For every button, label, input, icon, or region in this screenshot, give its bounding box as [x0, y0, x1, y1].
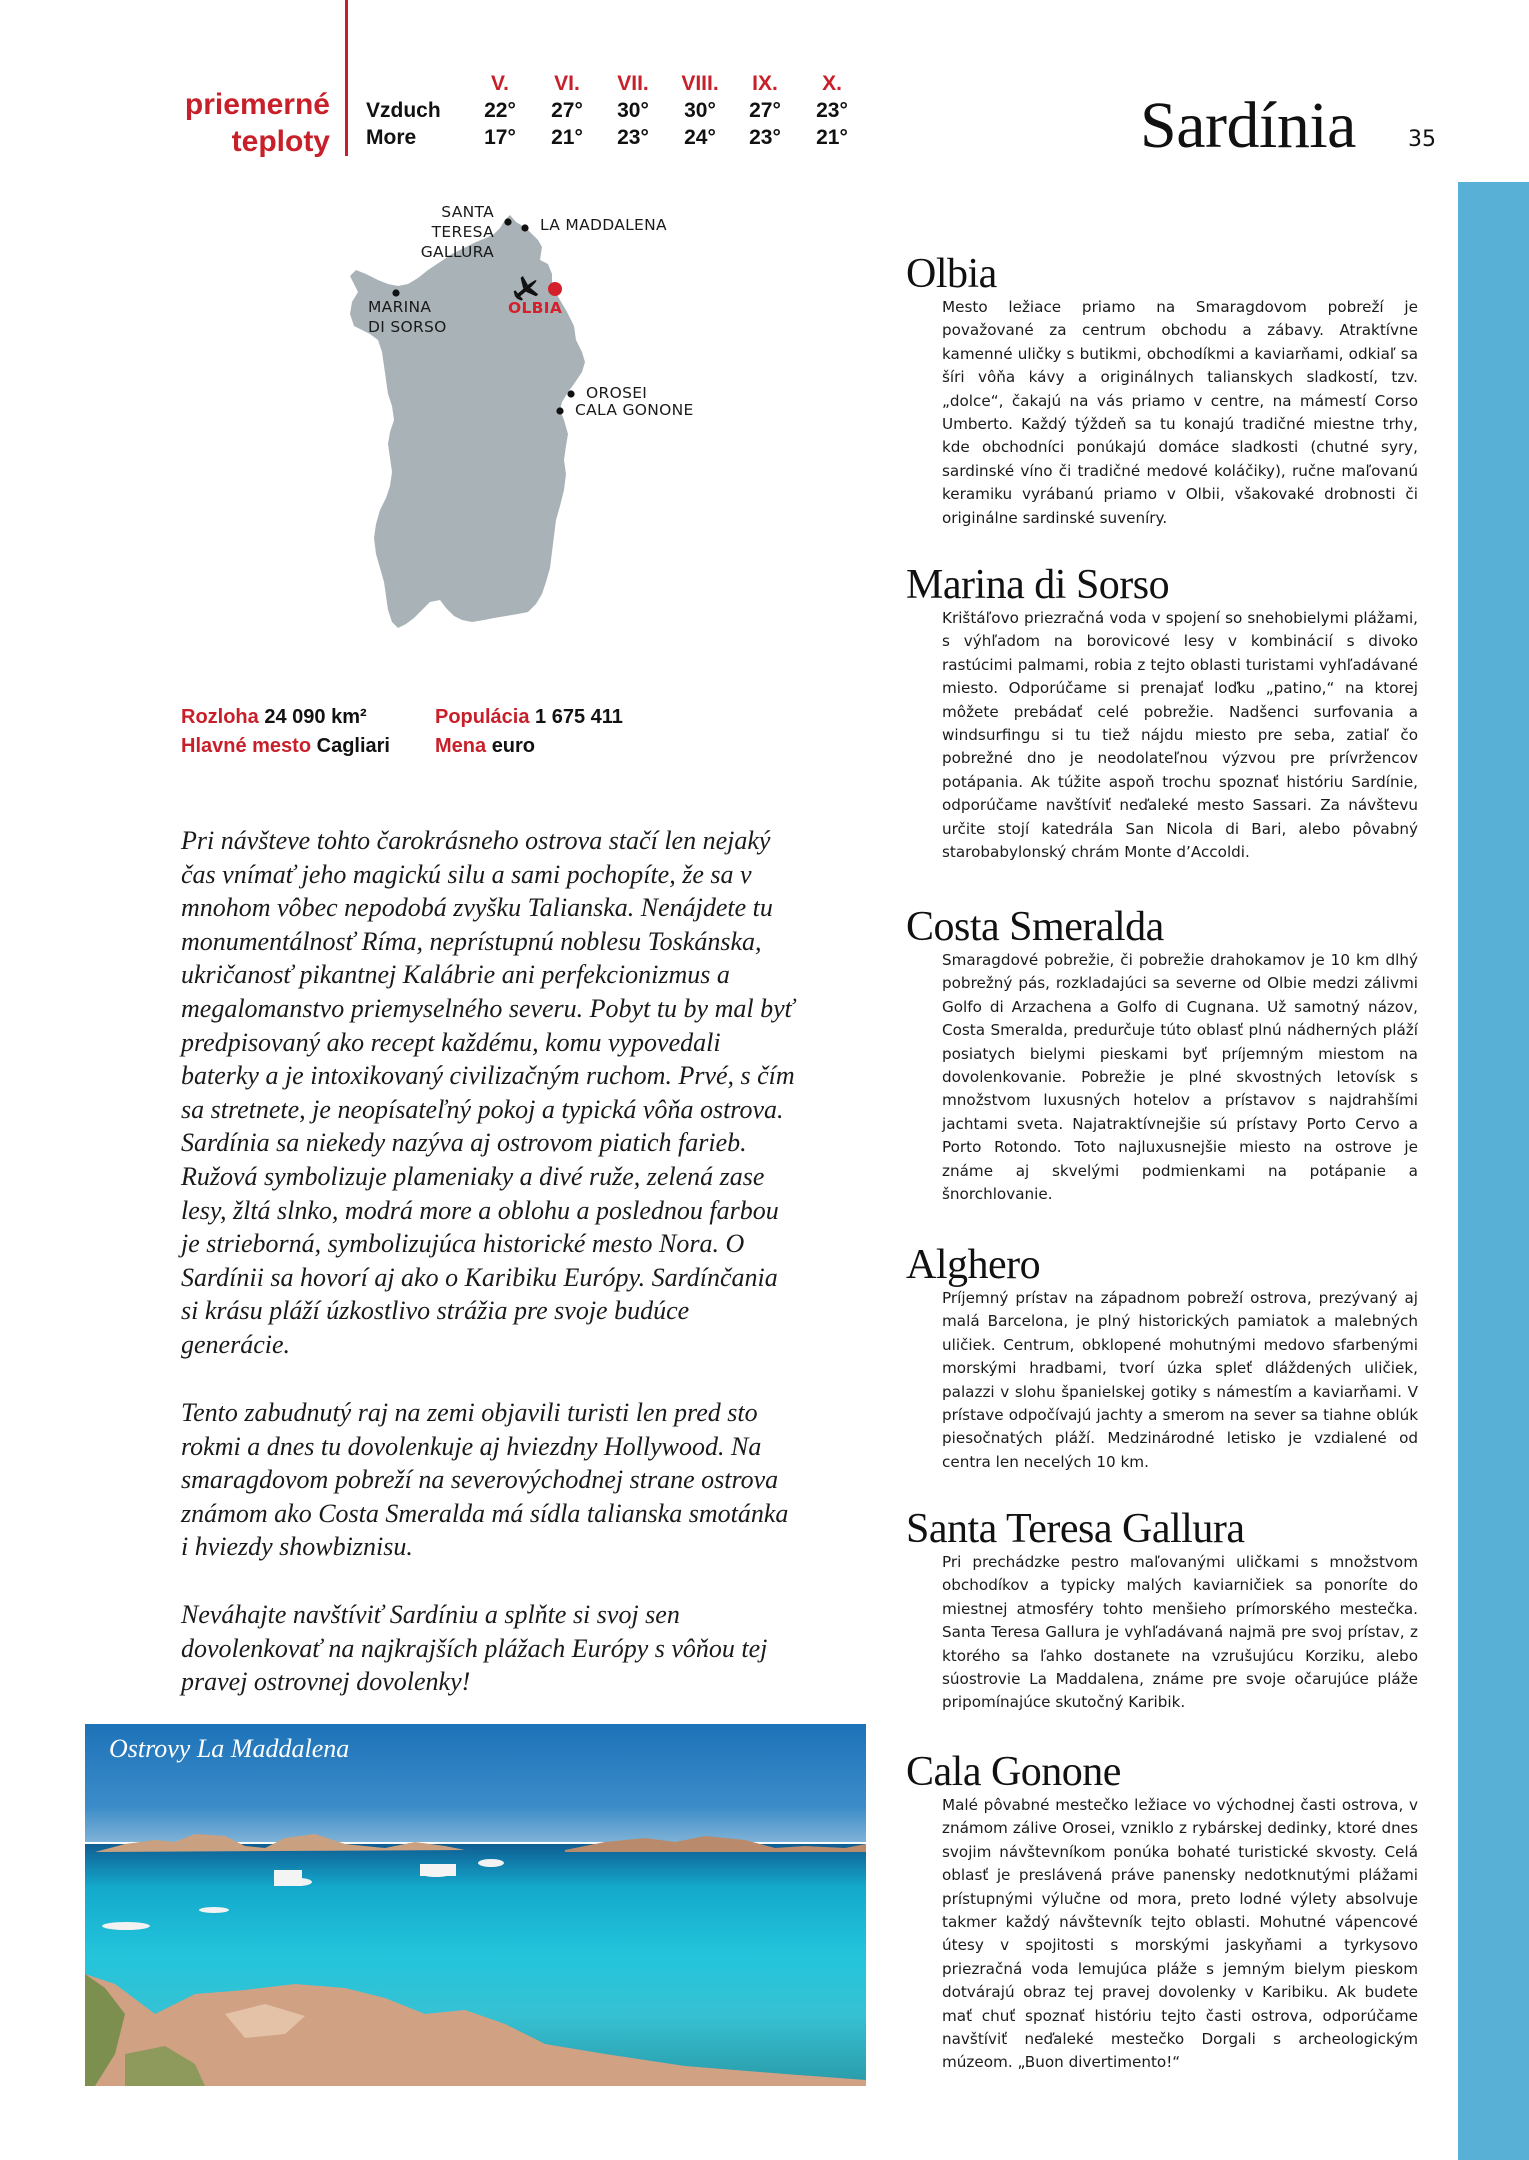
row-label: Vzduch: [366, 99, 441, 122]
temperatures-title-line1: priemerné: [184, 88, 330, 121]
temperature-value: 27°: [749, 99, 781, 122]
map-dot-icon: [504, 218, 511, 225]
photo-caption: Ostrovy La Maddalena: [109, 1734, 350, 1763]
section-text: Malé pôvabné mestečko ležiace vo východnej časti ostrova, v známom zálive Orosei, vzniklo z rybárskej dedinky, ktoré dnes svojim návštevníkom ponúka bohaté turistické skvosty. Celá oblasť je preslávená práve panensky nedotknutými plážami prístupnými výlučne od mora, preto lodné výlety absolvuje takmer každý návštevník tejto oblasti. Mohutné vápencové útesy v spojitosti s morskými jaskyňami a tyrkysovo priezračná voda lemujúca pláže s jemným bielym pieskom dotvárajú obraz tej pravej dovolenky v Karibiku. Ak budete mať chuť spoznať históriu tejto časti ostrova, odporúčame navštíviť neďaleké mestečko Dorgali s archeologickým múzeom. „Buon divertimento!“: [942, 1796, 1418, 2072]
map-label-marina-di-sorso: MARINA DI SORSO: [368, 298, 447, 336]
section-alghero: [906, 1243, 1418, 1474]
section-text: Pri prechádzke pestro maľovanými uličkami s množstvom obchodíkov a typicky malých kaviarničiek sa ponoríte do miestnej atmosféry tohto menšieho prímorského mestečka. Santa Teresa Gallura je vyhľadávaná najmä pre svoj prístav, z ktorého sa ľahko dostanete na vzrušujúcu Korziku, alebo súostrovie La Maddalena, známe pre svoje očarujúce pláže pripomínajúce skutočný Karibik.: [942, 1553, 1418, 1712]
month-header: VII.: [617, 72, 649, 95]
map-dot-icon: [556, 407, 563, 414]
section-title: Cala Gonone: [906, 1749, 1121, 1795]
map-label-santa-teresa: SANTA TERESA GALLURA: [420, 203, 494, 261]
map-dot-icon: [392, 289, 399, 296]
map-dot-icon: [567, 390, 574, 397]
section-cala-gonone: [906, 1750, 1418, 2075]
temperature-value: 21°: [551, 126, 583, 149]
map-label-cala-gonone: CALA GONONE: [575, 401, 694, 419]
fact-currency: Mena euro: [435, 735, 536, 757]
section-title: Costa Smeralda: [906, 904, 1164, 950]
sardinia-map: [330, 190, 730, 670]
section-title: Alghero: [906, 1242, 1041, 1288]
month-header: V.: [491, 72, 509, 95]
temperature-value: 27°: [551, 99, 583, 122]
month-header: VIII.: [681, 72, 719, 95]
fact-capital: Hlavné mesto Cagliari: [181, 735, 390, 757]
temperature-value: 23°: [617, 126, 649, 149]
fact-population: Populácia 1 675 411: [435, 706, 623, 728]
temperatures-title-line2: teploty: [231, 125, 330, 158]
month-header: X.: [822, 72, 842, 95]
boats-icon: [85, 1724, 866, 2086]
map-label-olbia: OLBIA: [508, 299, 563, 317]
map-label-orosei: OROSEI: [586, 384, 648, 402]
section-text: Mesto ležiace priamo na Smaragdovom pobreží je považované za centrum obchodu a zábavy. Atraktívne kamenné uličky s butikmi, obchodíkmi a kaviarňami, odkiaľ sa šíri vôňa kávy a originálnych talianskych sladkostí, tzv. „dolce“, čakajú na vás priamo v centre, na mámestí Corso Umberto. Každý týždeň sa tu konajú tradičné miestne trhy, kde obchodníci ponúkajú domáce sladkosti (chutné syry, sardinské víno či tradičné medové koláčiky), ručne maľovanú keramiku vyrábanú priamo v Olbii, všakovaké drobnosti či originálne sardinské suveníry.: [942, 298, 1418, 527]
temperature-value: 30°: [684, 99, 716, 122]
island-shape-icon: [330, 190, 730, 670]
temperature-value: 24°: [684, 126, 716, 149]
month-header: VI.: [554, 72, 580, 95]
section-title: Olbia: [906, 251, 997, 297]
side-color-bar: [1458, 182, 1529, 2160]
city-dot-icon: [548, 282, 562, 296]
map-dot-icon: [521, 224, 528, 231]
section-title: Santa Teresa Gallura: [906, 1506, 1245, 1552]
temperatures-title: [120, 86, 330, 160]
intro-paragraph-1: Pri návšteve tohto čarokrásneho ostrova stačí len nejaký čas vnímať jeho magickú silu a sami pochopíte, že sa v mnohom vôbec nepodobá zvyšku Talianska. Nenájdete tu monumentálnosť Ríma, neprístupnú noblesu Toskánska, ukričanosť pikantnej Kalábrie ani perfekcionizmus a megalomanstvo priemyselného severu. Pobyt tu by mal byť predpisovaný ako recept každému, komu vypovedali baterky a je intoxikovaný civilizačným ruchom. Prvé, s čím sa stretnete, je neopísateľný pokoj a typická vôňa ostrova. Sardínia sa niekedy nazýva aj ostrovom piatich farieb. Ružová symbolizuje plameniaky a divé ruže, zelená zase lesy, žltá slnko, modrá more a oblohu a poslednou farbou je strieborná, symbolizujúca historické mesto Nora. O Sardínii sa hovorí aj ako o Karibiku Európy. Sardínčania si krásu pláží úzkostlivo strážia pre svoje budúce generácie.: [181, 826, 795, 1359]
section-santa-teresa-gallura: [906, 1507, 1418, 1715]
page-title: Sardínia: [1140, 89, 1356, 162]
temperature-value: 17°: [484, 126, 516, 149]
month-header: IX.: [752, 72, 778, 95]
section-text: Smaragdové pobrežie, či pobrežie drahokamov je 10 km dlhý pobrežný pás, rozkladajúci sa severne od Olbie medzi zálivmi Golfo di Arzachena a Golfo di Cugnana. Už samotný názov, Costa Smeralda, predurčuje túto oblasť plnú nádherných pláží posiatych bielymi pieskami byť príjemným miestom na dovolenkovanie. Pobrežie je plné skvostných letovísk s množstvom luxusných hotelov a prístavov s najdrahšími jachtami sveta. Najatraktívnejšie sú prístavy Porto Cervo a Porto Rotondo. Toto najluxusnejšie miesto na ostrove je známe aj skvelými podmienkami na potápanie a šnorchlovanie.: [942, 951, 1418, 1204]
map-label-la-maddalena: LA MADDALENA: [540, 216, 667, 234]
temperature-value: 21°: [816, 126, 848, 149]
temperature-value: 30°: [617, 99, 649, 122]
section-costa-smeralda: [906, 905, 1418, 1206]
section-marina-di-sorso: [906, 563, 1418, 864]
temperature-value: 23°: [749, 126, 781, 149]
section-text: Krištáľovo priezračná voda v spojení so snehobielymi plážami, s výhľadom na borovicové lesy v kombinácií s divoko rastúcimi palmami, robia z tejto oblasti turistami vyhľadávané miesto. Odporúčame si prenajať loďku „patino,“ na ktorej môžete prebádať celé pobrežie. Nadšenci surfovania a windsurfingu si tu tiež nájdu miesto pre seba, zatiaľ čo pobrežné dno je neodolateľnou výzvou pre prívržencov potápania. Ak túžite aspoň trochu spoznať históriu Sardínie, odporúčame navštíviť neďaleké mesto Sassari. Za návštevu určite stojí katedrála San Nicola di Bari, alebo pôvabný starobabylonský chrám Monte d’Accoldi.: [942, 609, 1418, 862]
divider-line: [345, 0, 348, 156]
intro-paragraph-3: Neváhajte navštíviť Sardíniu a splňte si svoj sen dovolenkovať na najkrajších plážach Európy s vôňou tej pravej ostrovnej dovolenky!: [181, 1600, 768, 1697]
section-olbia: [906, 252, 1418, 530]
photo-la-maddalena: [85, 1724, 866, 2086]
intro-paragraph-2: Tento zabudnutý raj na zemi objavili turisti len pred sto rokmi a dnes tu dovolenkuje aj hviezdny Hollywood. Na smaragdovom pobreží na severovýchodnej strane ostrova známom ako Costa Smeralda má sídla talianska smotánka i hviezdy showbiznisu.: [181, 1398, 789, 1562]
temperature-value: 23°: [816, 99, 848, 122]
page-number: 35: [1408, 127, 1436, 152]
section-text: Príjemný prístav na západnom pobreží ostrova, prezývaný aj malá Barcelona, je plný historických pamiatok a malebných uličiek. Centrum, obklopené mohutnými medovo sfarbenými morskými hradbami, tvorí úzka spleť dláždených uličiek, palazzi v slohu španielskej gotiky s námestím a kaviarňami. V prístave odpočívajú jachty a smerom na sever sa tiahne oblúk piesočnatých pláží. Medzinárodné letisko je vzdialené od centra len necelých 10 km.: [942, 1289, 1418, 1471]
section-title: Marina di Sorso: [906, 562, 1170, 608]
row-label: More: [366, 126, 417, 149]
temperature-value: 22°: [484, 99, 516, 122]
fact-area: Rozloha 24 090 km²: [181, 706, 367, 728]
